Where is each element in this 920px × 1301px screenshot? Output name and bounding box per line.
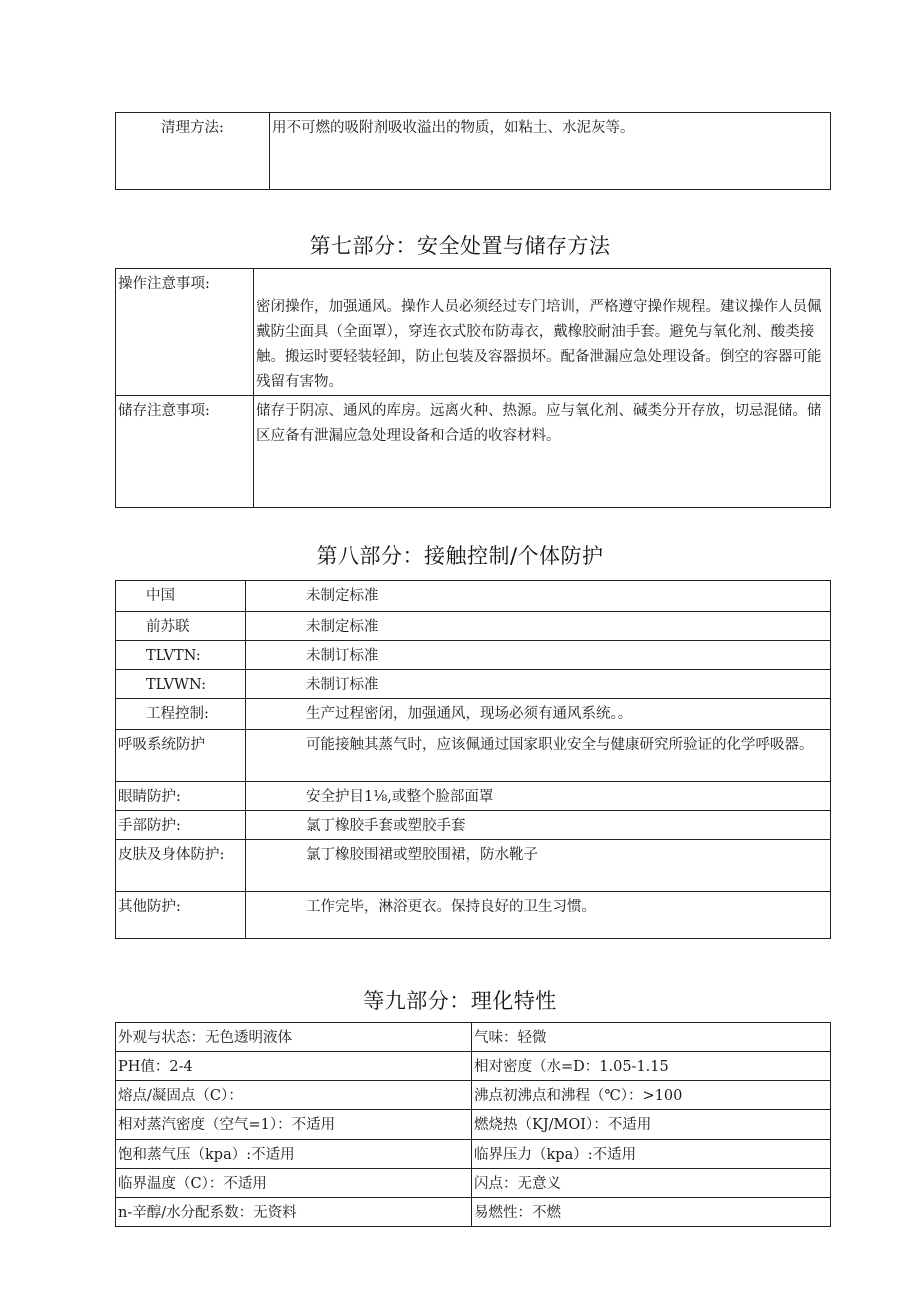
table-row xyxy=(116,641,831,670)
table-row xyxy=(116,1140,831,1169)
row-value: 未制定标准 xyxy=(246,581,831,612)
row-label: 其他防护: xyxy=(116,892,246,939)
operation-label: 操作注意事项: xyxy=(116,269,254,396)
property-left: 熔点/凝固点（C）： xyxy=(116,1081,472,1110)
row-label: TLVWN: xyxy=(116,670,246,699)
property-left: PH值：2-4 xyxy=(116,1052,472,1081)
table-row xyxy=(116,1110,831,1140)
row-value: 安全护目1⅛,或整个脸部面罩 xyxy=(246,782,831,811)
section7-table xyxy=(115,268,831,501)
row-label: 眼睛防护: xyxy=(116,782,246,811)
row-label: TLVTN: xyxy=(116,641,246,670)
property-right: 相对密度（水=D：1.05-1.15 xyxy=(472,1052,831,1081)
property-left: 饱和蒸气压（kpa）:不适用 xyxy=(116,1140,472,1169)
section7-title: 第七部分：安全处置与储存方法 xyxy=(309,234,611,258)
table-row xyxy=(116,840,831,892)
property-right: 燃烧热（KJ/MOI）：不适用 xyxy=(472,1110,831,1140)
property-right: 闪点：无意义 xyxy=(472,1169,831,1198)
table-row xyxy=(116,1052,831,1081)
storage-label: 储存注意事项: xyxy=(116,396,254,508)
table-row xyxy=(116,1023,831,1052)
table-row xyxy=(116,581,831,612)
property-right: 临界压力（kpa）:不适用 xyxy=(472,1140,831,1169)
row-label: 前苏联 xyxy=(116,612,246,641)
property-left: 外观与状态：无色透明液体 xyxy=(116,1023,472,1052)
section8-table xyxy=(115,580,831,919)
property-right: 易燃性：不燃 xyxy=(472,1198,831,1227)
property-right: 气味：轻微 xyxy=(472,1023,831,1052)
table-row xyxy=(116,1081,831,1110)
table-row xyxy=(116,1198,831,1227)
operation-text: 密闭操作，加强通风。操作人员必须经过专门培训，严格遵守操作规程。建议操作人员佩戴防尘面具（全面罩），穿连衣式胶布防毒衣，戴橡胶耐油手套。避免与氧化剂、酸类接触。搬运时要轻装轻卸，防止包装及容器损坏。配备泄漏应急处理设备。倒空的容器可能残留有害物。 xyxy=(254,269,831,396)
table-row xyxy=(116,811,831,840)
table-row xyxy=(116,612,831,641)
table-row xyxy=(116,730,831,782)
table-row xyxy=(116,699,831,730)
row-label: 手部防护: xyxy=(116,811,246,840)
row-value: 生产过程密闭，加强通风，现场必须有通风系统。。 xyxy=(246,699,831,730)
row-value: 氯丁橡胶手套或塑胶手套 xyxy=(246,811,831,840)
row-value: 工作完毕，淋浴更衣。保持良好的卫生习惯。 xyxy=(246,892,831,939)
section8-title: 第八部分：接触控制/个体防护 xyxy=(316,544,604,568)
row-value: 未制订标准 xyxy=(246,670,831,699)
property-left: 临界温度（C）：不适用 xyxy=(116,1169,472,1198)
table-row xyxy=(116,782,831,811)
property-right: 沸点初沸点和沸程（℃）：>100 xyxy=(472,1081,831,1110)
row-value: 氯丁橡胶围裙或塑胶围裙，防水靴子 xyxy=(246,840,831,892)
section9-table xyxy=(115,1022,831,1221)
section9-title: 等九部分：理化特性 xyxy=(363,989,557,1013)
row-label: 呼吸系统防护 xyxy=(116,730,246,782)
row-label: 中国 xyxy=(116,581,246,612)
row-value: 未制定标准 xyxy=(246,612,831,641)
row-label: 皮肤及身体防护: xyxy=(116,840,246,892)
row-label: 工程控制: xyxy=(116,699,246,730)
cleanup-label: 清理方法: xyxy=(116,113,270,190)
storage-text: 储存于阴凉、通风的库房。远离火种、热源。应与氧化剂、碱类分开存放，切忌混储。储区应备有泄漏应急处理设备和合适的收容材料。 xyxy=(254,396,831,508)
property-left: 相对蒸汽密度（空气=1）：不适用 xyxy=(116,1110,472,1140)
row-value: 未制订标准 xyxy=(246,641,831,670)
table-row xyxy=(116,1169,831,1198)
property-left: n-辛醇/水分配系数：无资料 xyxy=(116,1198,472,1227)
table-row xyxy=(116,670,831,699)
table-row xyxy=(116,892,831,939)
row-value: 可能接触其蒸气时，应该佩通过国家职业安全与健康研究所验证的化学呼吸器。 xyxy=(246,730,831,782)
cleanup-text: 用不可燃的吸附剂吸收溢出的物质，如粘土、水泥灰等。 xyxy=(270,113,831,190)
cleanup-table xyxy=(115,112,831,190)
